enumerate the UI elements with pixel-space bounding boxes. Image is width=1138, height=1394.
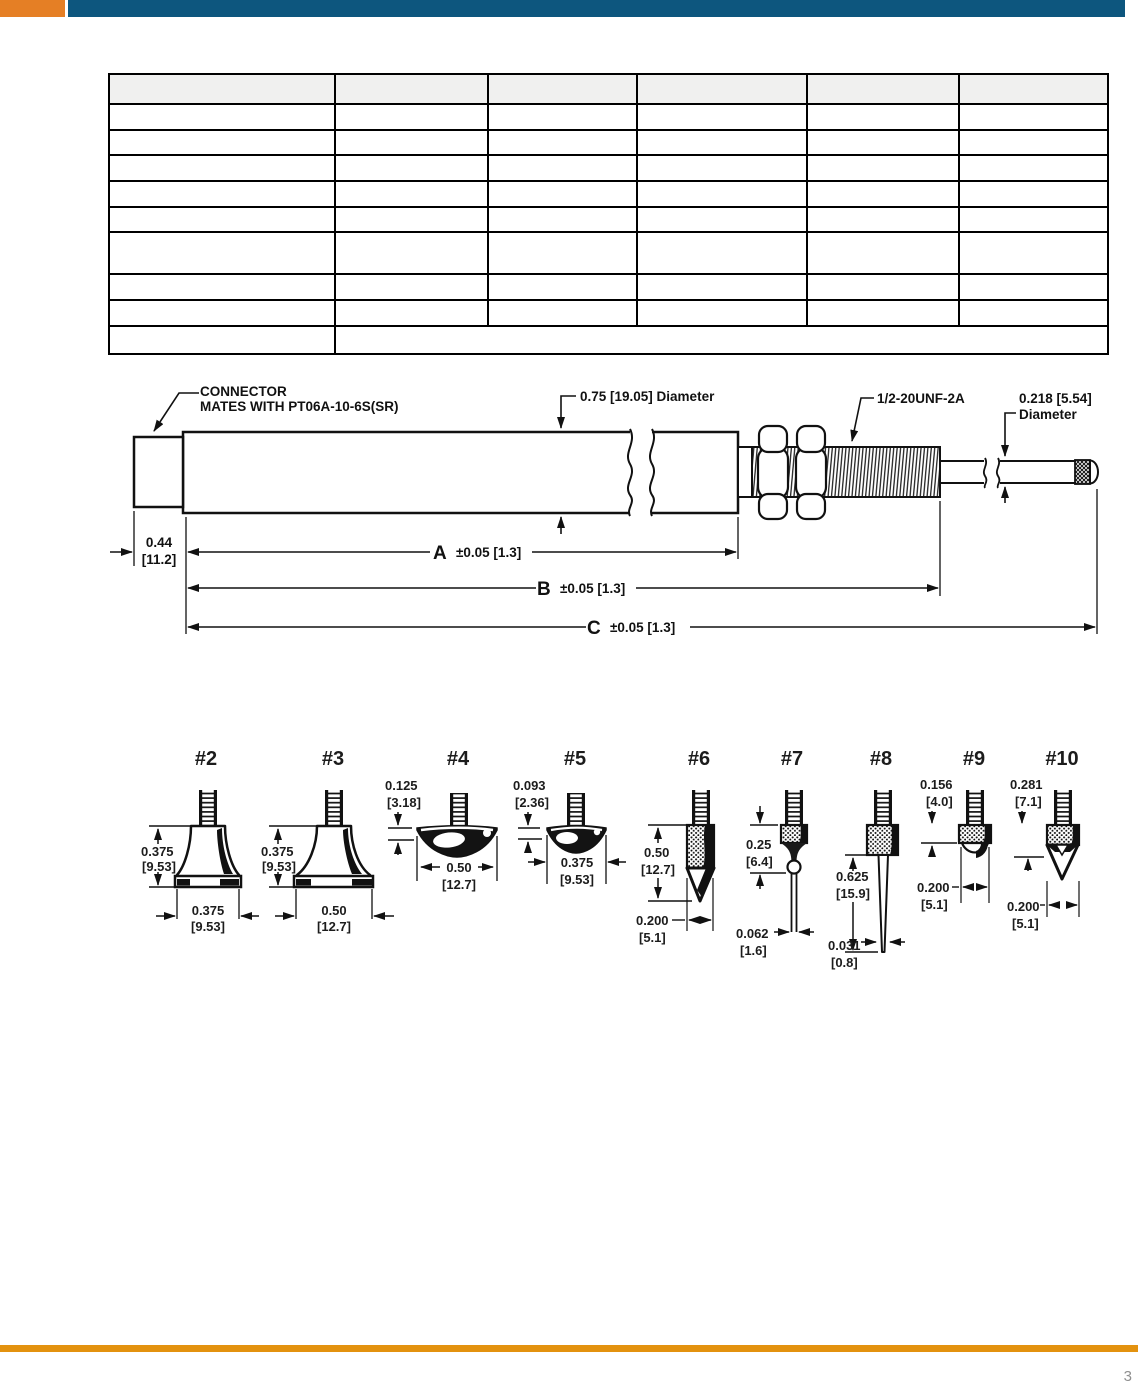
dim-a-letter: A xyxy=(433,543,447,564)
tip-3-width-mm: [12.7] xyxy=(317,919,351,934)
tip-4-height-in: 0.125 xyxy=(385,778,418,793)
tip-4-label: #4 xyxy=(446,748,470,770)
tip-5-label: #5 xyxy=(563,748,587,770)
tip-3-width-in: 0.50 xyxy=(321,903,347,918)
tip-2-width-in: 0.375 xyxy=(191,903,225,918)
tip-5-height-in: 0.093 xyxy=(513,778,546,793)
tip-8-label: #8 xyxy=(869,748,893,770)
dim-b-letter: B xyxy=(537,579,551,600)
dim-c-tolerance: ±0.05 [1.3] xyxy=(610,620,676,635)
tip-9-height-mm: [4.0] xyxy=(926,794,953,809)
connector-length-value: 0.44 xyxy=(145,535,173,550)
tip-5-height-mm: [2.36] xyxy=(515,795,549,810)
tip-9-width-in: 0.200 xyxy=(917,880,950,895)
tip-6-label: #6 xyxy=(687,748,711,770)
rod-diameter-label-line2: Diameter xyxy=(1019,407,1077,422)
transducer-drawing xyxy=(110,393,1098,634)
tip-2-label: #2 xyxy=(194,748,218,770)
page-number: 3 xyxy=(1123,1368,1132,1385)
tip-3-height-mm: [9.53] xyxy=(262,859,296,874)
tip-9-label: #9 xyxy=(962,748,986,770)
dim-b-tolerance: ±0.05 [1.3] xyxy=(560,581,626,596)
tip-9-height-in: 0.156 xyxy=(920,777,953,792)
tip-4-height-mm: [3.18] xyxy=(387,795,421,810)
hex-nut xyxy=(796,426,826,519)
tip-10-height-in: 0.281 xyxy=(1010,777,1043,792)
tip-7-height-mm: [6.4] xyxy=(746,854,773,869)
tip-6-width-mm: [5.1] xyxy=(639,930,666,945)
tip-4-width-in: 0.50 xyxy=(446,860,472,875)
footer-accent-bar xyxy=(0,1345,1138,1352)
extension-rod xyxy=(940,457,1098,488)
tip-6-height-in: 0.50 xyxy=(644,845,670,860)
tip-3-label: #3 xyxy=(321,748,345,770)
tip-6-height-mm: [12.7] xyxy=(641,862,675,877)
tip-5-width-in: 0.375 xyxy=(560,855,594,870)
tip-8-width-in: 0.031 xyxy=(828,938,861,953)
tip-7-height-in: 0.25 xyxy=(746,837,772,852)
tip-2-height-mm: [9.53] xyxy=(142,859,176,874)
tip-10-width-mm: [5.1] xyxy=(1012,916,1039,931)
connector-body xyxy=(134,437,183,507)
rod-diameter-label-line1: 0.218 [5.54] xyxy=(1019,391,1092,406)
dim-c-letter: C xyxy=(587,618,601,639)
tip-7-width-mm: [1.6] xyxy=(740,943,767,958)
connector-length-mm: [11.2] xyxy=(141,552,177,567)
tip-6-width-in: 0.200 xyxy=(636,913,669,928)
tip-6-drawing xyxy=(648,790,714,931)
tip-8-width-mm: [0.8] xyxy=(831,955,858,970)
tip-7-label: #7 xyxy=(780,748,804,770)
tip-10-width-in: 0.200 xyxy=(1007,899,1040,914)
tip-9-width-mm: [5.1] xyxy=(921,897,948,912)
tip-4-width-mm: [12.7] xyxy=(442,877,476,892)
hex-nut xyxy=(758,426,788,519)
tip-8-height-in: 0.625 xyxy=(836,869,869,884)
thread-spec-label: 1/2-20UNF-2A xyxy=(877,391,965,406)
tip-2-height-in: 0.375 xyxy=(141,844,174,859)
connector-note-line2: MATES WITH PT06A-10-6S(SR) xyxy=(200,399,399,414)
tip-10-height-mm: [7.1] xyxy=(1015,794,1042,809)
tip-10-drawing xyxy=(1014,790,1079,917)
tip-8-height-mm: [15.9] xyxy=(836,886,870,901)
connector-note-line1: CONNECTOR xyxy=(200,384,287,399)
tip-3-height-in: 0.375 xyxy=(261,844,294,859)
tip-5-width-mm: [9.53] xyxy=(560,872,594,887)
tip-2-width-mm: [9.53] xyxy=(191,919,225,934)
dim-a-tolerance: ±0.05 [1.3] xyxy=(456,545,522,560)
body-diameter-label: 0.75 [19.05] Diameter xyxy=(580,389,715,404)
tip-10-label: #10 xyxy=(1045,748,1079,770)
tip-7-width-in: 0.062 xyxy=(736,926,769,941)
